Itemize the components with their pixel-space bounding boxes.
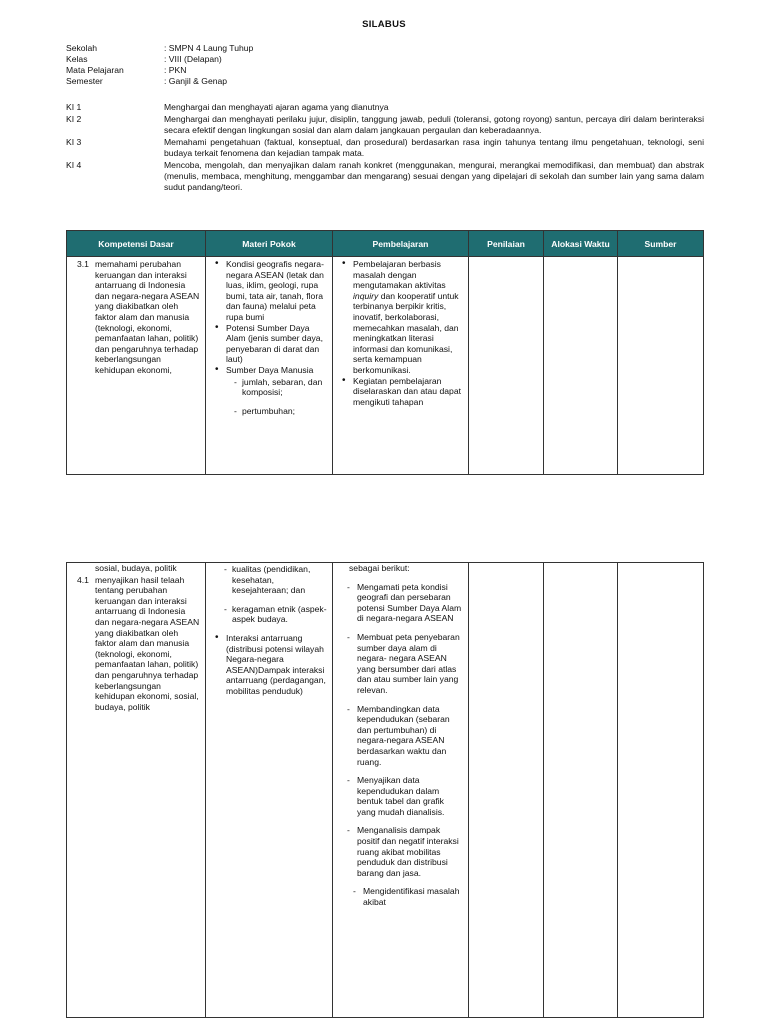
cell-sumber (618, 563, 704, 1018)
header-pembelajaran: Pembelajaran (333, 231, 469, 257)
identity-key: Semester (66, 76, 103, 86)
identity-row (66, 65, 253, 76)
identity-key: Sekolah (66, 43, 98, 53)
pembelajaran-step: - Menyajikan data kependudukan dalam bentuk tabel dan grafik yang mudah dianalisis. (347, 775, 445, 817)
header-alokasi-waktu: Alokasi Waktu (544, 231, 618, 257)
identity-key: Mata Pelajaran (66, 65, 124, 75)
identity-value: : Ganjil & Genap (164, 76, 228, 86)
ki-key: KI 4 (66, 160, 82, 170)
identity-value: : VIII (Delapan) (164, 54, 222, 64)
kd-number: 3.1 (77, 259, 89, 269)
materi-subitem: kualitas (pendidikan, kesehatan, kesejahteraan; dan (232, 564, 311, 596)
ki-value: Menghargai dan menghayati ajaran agama yang dianutnya (164, 102, 389, 112)
kd-text: menyajikan hasil telaah tentang perubahan keruangan dan interaksi antarruang di Indonesia dan negara-negara ASEAN yang diakibatkan oleh faktor alam dan manusia (teknologi, ekonomi, pemanfaatan lahan, politik) dan pengaruhnya terhadap keberlangsungan kehidupan ekonomi, sosial, budaya, politik (95, 574, 200, 712)
kd-text: memahami perubahan keruangan dan interaksi antarruang di Indonesia dan negara-negara ASEAN yang diakibatkan oleh faktor alam dan manusia (teknologi, ekonomi, pemanfaatan lahan, politik) dan pengaruhnya terhadap keberlangsungan kehidupan ekonomi, (95, 259, 200, 375)
pembelajaran-intro: sebagai berikut: (349, 563, 410, 573)
materi-item (226, 365, 328, 416)
cell-pembelajaran (333, 563, 469, 1018)
pembelajaran-step: - Mengamati peta kondisi geografi dan persebaran potensi Sumber Daya Alam di negara-negara ASEAN (347, 581, 462, 624)
cell-penilaian (469, 563, 544, 1018)
identity-value: : SMPN 4 Laung Tuhup (164, 43, 254, 53)
ki-value: Mencoba, mengolah, dan menyajikan dalam ranah konkret (menggunakan, mengurai, merangkai memodifikasi, dan membuat) dan abstrak (menulis, membaca, menghitung, menggambar dan mengarang) sesuai dengan yang dipelajari di sekolah dan sumber lain yang sama dalam sudut pandang/teori. (164, 160, 704, 192)
ki-value: Memahami pengetahuan (faktual, konseptual, dan prosedural) berdasarkan rasa ingin tahunya tentang ilmu pengetahuan, teknologi, seni budaya terkait fenomena dan kejadian tampak mata. (164, 137, 704, 158)
dash-marker: - (224, 564, 227, 574)
ki-block (66, 102, 704, 194)
identity-row (66, 76, 253, 87)
cell-materi-pokok (206, 563, 333, 1018)
ki-row (66, 137, 704, 159)
cell-kompetensi-dasar (67, 563, 206, 1018)
pembelajaran-step: - Membuat peta penyebaran sumber daya alam di negara- negara ASEAN yang bersumber dari atlas dan atau sumber lain yang relevan. (347, 631, 460, 695)
pembelajaran-item: • Pembelajaran berbasis masalah dengan mengutamakan aktivitas inquiry dan kooperatif untuk terbinanya berpikir kritis, inovatif, berkolaborasi, memecahkan masalah, dan meningkatkan literasi informasi dan komunikasi, serta kemampuan berkomunikasi. (353, 259, 464, 376)
identity-block (66, 43, 253, 87)
header-penilaian: Penilaian (469, 231, 544, 257)
identity-value: : PKN (164, 65, 187, 75)
materi-subitem: keragaman etnik (aspek- aspek budaya. (232, 603, 327, 625)
ki-value: Menghargai dan menghayati perilaku jujur, disiplin, tanggung jawab, peduli (toleransi, gotong royong) santun, percaya diri dalam berinteraksi secara efektif dengan lingkungan sosial dan alam dalam jangkauan pergaulan dan keberadaannya. (164, 114, 704, 135)
header-sumber: Sumber (618, 231, 704, 257)
identity-row (66, 54, 253, 65)
cell-alokasi-waktu (544, 563, 618, 1018)
cell-sumber (618, 257, 704, 475)
materi-subitem: jumlah, sebaran, dan komposisi; (242, 376, 323, 398)
cell-kompetensi-dasar (67, 257, 206, 475)
dash-marker: - (234, 376, 237, 387)
materi-item-label: Sumber Daya Manusia (226, 364, 314, 375)
document-title: SILABUS (362, 19, 406, 30)
pembelajaran-step: - Mengidentifikasi masalah akibat (353, 886, 460, 908)
ki-row (66, 102, 704, 113)
materi-item: • Interaksi antarruang (distribusi potensi wilayah Negara-negara ASEAN)Dampak interaksi antarruang (perdagangan, mobilitas penduduk) (226, 633, 328, 697)
pembelajaran-step: - Membandingkan data kependudukan (sebaran dan pertumbuhan) di negara-negara ASEAN berdasarkan waktu dan ruang. (347, 703, 450, 767)
identity-key: Kelas (66, 54, 88, 64)
ki-key: KI 1 (66, 102, 82, 112)
header-kompetensi-dasar: Kompetensi Dasar (67, 231, 206, 257)
syllabus-table-page-1 (66, 230, 704, 475)
pembelajaran-step: - Menganalisis dampak positif dan negatif interaksi ruang akibat mobilitas penduduk dan distribusi barang dan jasa. (347, 825, 459, 878)
pembelajaran-item: • Kegiatan pembelajaran diselaraskan dan atau dapat mengikuti tahapan (353, 376, 464, 408)
header-materi-pokok: Materi Pokok (206, 231, 333, 257)
table-header-row (67, 231, 704, 257)
kd-number: 4.1 (77, 574, 89, 585)
dash-marker: - (234, 405, 237, 416)
ki-row (66, 114, 704, 136)
ki-row (66, 160, 704, 193)
cell-materi-pokok (206, 257, 333, 475)
materi-item: • Kondisi geografis negara- negara ASEAN (letak dan luas, iklim, geologi, rupa bumi, tata air, tanah, flora dan fauna) melalui peta rupa bumi (226, 259, 328, 323)
cell-penilaian (469, 257, 544, 475)
cell-pembelajaran (333, 257, 469, 475)
identity-row (66, 43, 253, 54)
dash-marker: - (224, 603, 227, 614)
cell-alokasi-waktu (544, 257, 618, 475)
syllabus-table-page-2 (66, 562, 704, 1018)
materi-item: • Potensi Sumber Daya Alam (jenis sumber daya, penyebaran di darat dan laut) (226, 323, 328, 365)
materi-subitem: pertumbuhan; (242, 405, 296, 416)
table-row (67, 563, 704, 1018)
kd-continued-text: sosial, budaya, politik (95, 563, 177, 573)
ki-key: KI 2 (66, 114, 82, 124)
ki-key: KI 3 (66, 137, 82, 147)
table-row (67, 257, 704, 475)
